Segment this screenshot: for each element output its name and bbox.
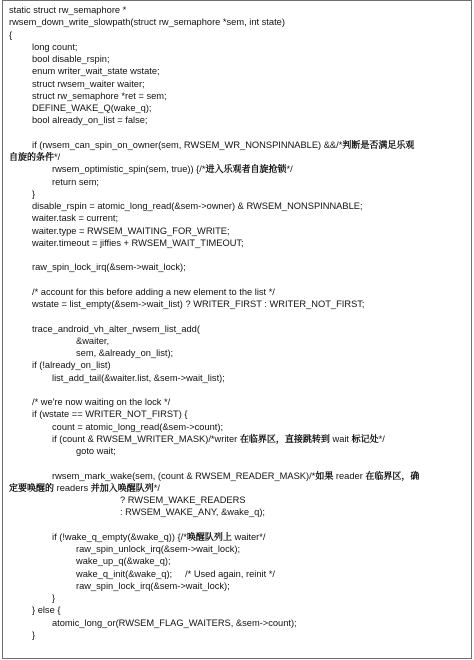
code-line: trace_android_vh_alter_rwsem_list_add( bbox=[32, 323, 200, 334]
code-line: } bbox=[32, 629, 36, 640]
code-line: goto wait; bbox=[76, 446, 116, 456]
code-line: wake_q_init(&wake_q); /* Used again, reinit */ bbox=[76, 568, 275, 579]
code-line: &waiter, bbox=[76, 335, 110, 346]
code-line: raw_spin_lock_irq(&sem->wait_lock); bbox=[76, 580, 230, 591]
code-line: bool already_on_list = false; bbox=[32, 115, 148, 126]
code-line: if (!wake_q_empty(&wake_q)) {/*唤醒队列上 waiter*/ bbox=[52, 531, 266, 543]
code-line: count = atomic_long_read(&sem->count); bbox=[52, 421, 224, 432]
code-line: if (rwsem_can_spin_on_owner(sem, RWSEM_WR_NONSPINNABLE) &&/*判断是否满足乐观 bbox=[32, 139, 415, 151]
code-line: rwsem_optimistic_spin(sem, true)) {/*进入乐观者自旋抢锁*/ bbox=[52, 164, 293, 176]
comment-cjk-text: 自旋的条件 bbox=[9, 153, 55, 163]
code-line: disable_rspin = atomic_long_read(&sem->owner) & RWSEM_NONSPINNABLE; bbox=[32, 201, 363, 211]
code-line: /* we're now waiting on the lock */ bbox=[32, 397, 171, 407]
code-line: } bbox=[32, 188, 36, 199]
code-line: wstate = list_empty(&sem->wait_list) ? WRITER_FIRST : WRITER_NOT_FIRST; bbox=[32, 299, 365, 309]
code-line: : RWSEM_WAKE_ANY, &wake_q); bbox=[120, 507, 266, 518]
comment-cjk-text: 如果 bbox=[315, 471, 334, 482]
comment-cjk-text: 在临界区，直接跳转到 bbox=[239, 434, 330, 445]
code-line: if (wstate == WRITER_NOT_FIRST) { bbox=[32, 409, 188, 420]
comment-cjk-text: 在临界区，确 bbox=[365, 471, 420, 482]
code-line: wake_up_q(&wake_q); bbox=[76, 556, 171, 567]
code-line: 自旋的条件*/ bbox=[9, 152, 61, 163]
comment-cjk-text: 并加入唤醒队列 bbox=[90, 483, 154, 494]
code-line: long count; bbox=[32, 41, 78, 52]
code-line: sem, &already_on_list); bbox=[76, 348, 174, 358]
code-line: raw_spin_unlock_irq(&sem->wait_lock); bbox=[76, 544, 241, 554]
code-line: raw_spin_lock_irq(&sem->wait_lock); bbox=[32, 262, 186, 273]
code-line: waiter.type = RWSEM_WAITING_FOR_WRITE; bbox=[32, 225, 230, 236]
comment-cjk-text: 定要唤醒的 bbox=[9, 483, 55, 494]
code-line: if (count & RWSEM_WRITER_MASK)/*writer 在临界区，直接跳转到 wait 标记处*/ bbox=[52, 433, 385, 445]
code-line: bool disable_rspin; bbox=[32, 54, 110, 64]
comment-cjk-text: 标记处 bbox=[351, 434, 379, 445]
code-line: rwsem_down_write_slowpath(struct rw_semaphore *sem, int state) bbox=[9, 17, 285, 28]
code-line: { bbox=[9, 29, 13, 40]
code-line: ? RWSEM_WAKE_READERS bbox=[120, 495, 246, 505]
code-listing-box bbox=[2, 0, 472, 659]
code-line: } bbox=[52, 593, 56, 603]
code-line: return sem; bbox=[52, 176, 100, 187]
code-line: struct rwsem_waiter waiter; bbox=[32, 78, 145, 89]
code-line: enum writer_wait_state wstate; bbox=[32, 66, 160, 77]
code-line: waiter.task = current; bbox=[32, 213, 119, 224]
code-line: waiter.timeout = jiffies + RWSEM_WAIT_TIMEOUT; bbox=[32, 237, 244, 248]
code-line: rwsem_mark_wake(sem, (count & RWSEM_READER_MASK)/*如果 reader 在临界区，确 bbox=[52, 470, 420, 482]
code-line: if (!already_on_list) bbox=[32, 360, 111, 371]
comment-cjk-text: 判断是否满足乐观 bbox=[342, 140, 415, 151]
code-line: struct rw_semaphore *ret = sem; bbox=[32, 90, 167, 101]
comment-cjk-text: 唤醒队列上 bbox=[186, 532, 232, 543]
code-line: 定要唤醒的 readers 并加入唤醒队列*/ bbox=[9, 482, 160, 494]
code-line: DEFINE_WAKE_Q(wake_q); bbox=[32, 103, 152, 113]
code-line: /* account for this before adding a new element to the list */ bbox=[32, 286, 275, 297]
code-line: list_add_tail(&waiter.list, &sem->wait_list); bbox=[52, 372, 225, 383]
code-line: atomic_long_or(RWSEM_FLAG_WAITERS, &sem->count); bbox=[52, 617, 297, 628]
code-line: } else { bbox=[32, 605, 61, 616]
code-line: static struct rw_semaphore * bbox=[9, 5, 127, 15]
comment-cjk-text: 进入乐观者自旋抢锁 bbox=[205, 165, 287, 176]
